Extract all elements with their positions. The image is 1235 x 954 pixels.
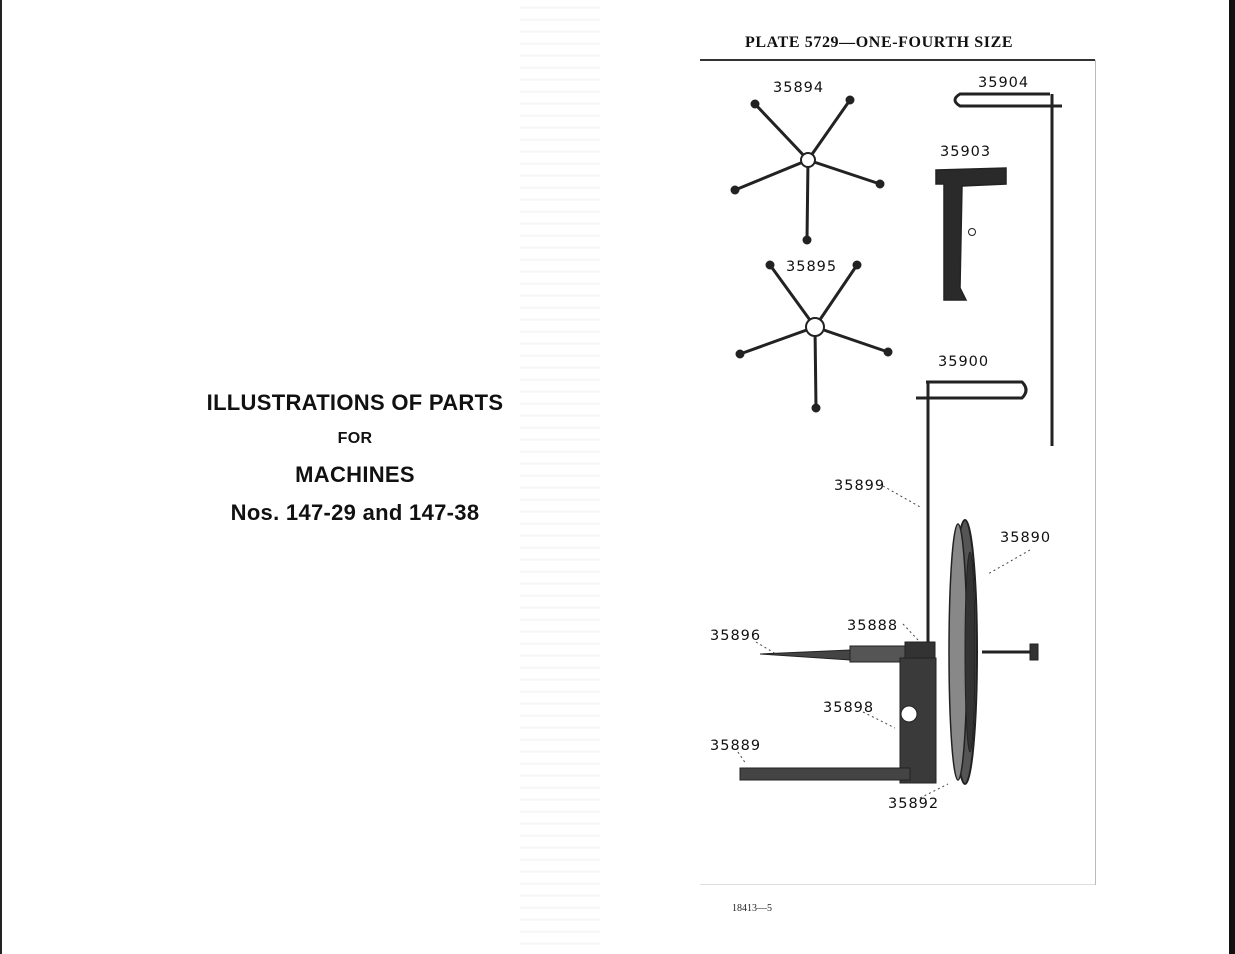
label-35904: 35904 <box>978 75 1030 91</box>
part-35890-pulley-icon <box>949 520 977 784</box>
part-35898-handle-icon <box>900 658 936 783</box>
machines-label: MACHINES <box>295 462 415 487</box>
model-numbers: Nos. 147-29 and 147-38 <box>230 500 480 525</box>
left-page-edge <box>0 0 2 954</box>
label-35903: 35903 <box>940 144 992 160</box>
label-35889: 35889 <box>710 738 762 754</box>
leader-lines <box>738 486 1030 798</box>
title-block <box>160 390 550 526</box>
for-label: FOR <box>337 430 373 447</box>
plate-frame-line <box>1095 60 1096 885</box>
label-35896: 35896 <box>710 628 762 644</box>
plate-header: PLATE 5729—ONE-FOURTH SIZE <box>745 34 1014 51</box>
plate-frame-bottom <box>700 884 1095 885</box>
label-35900: 35900 <box>938 354 990 370</box>
label-35894: 35894 <box>773 80 825 96</box>
part-35895-star-icon <box>736 261 892 412</box>
footer-code: 18413—5 <box>732 903 772 914</box>
plate-header-rule <box>700 59 1095 61</box>
document-title: ILLUSTRATIONS OF PARTS <box>206 390 504 415</box>
label-35890: 35890 <box>1000 530 1052 546</box>
parts-illustration <box>700 62 1090 822</box>
part-35903-bracket-icon <box>936 168 1006 300</box>
right-page-edge <box>1229 0 1235 954</box>
label-35895: 35895 <box>786 259 838 275</box>
label-35898: 35898 <box>823 700 875 716</box>
label-35892: 35892 <box>888 796 940 812</box>
part-35894-star-icon <box>731 96 884 244</box>
label-35899: 35899 <box>834 478 886 494</box>
part-35896-spindle-icon <box>760 642 1038 664</box>
part-35889-crank-icon <box>740 768 910 780</box>
label-35888: 35888 <box>847 618 899 634</box>
